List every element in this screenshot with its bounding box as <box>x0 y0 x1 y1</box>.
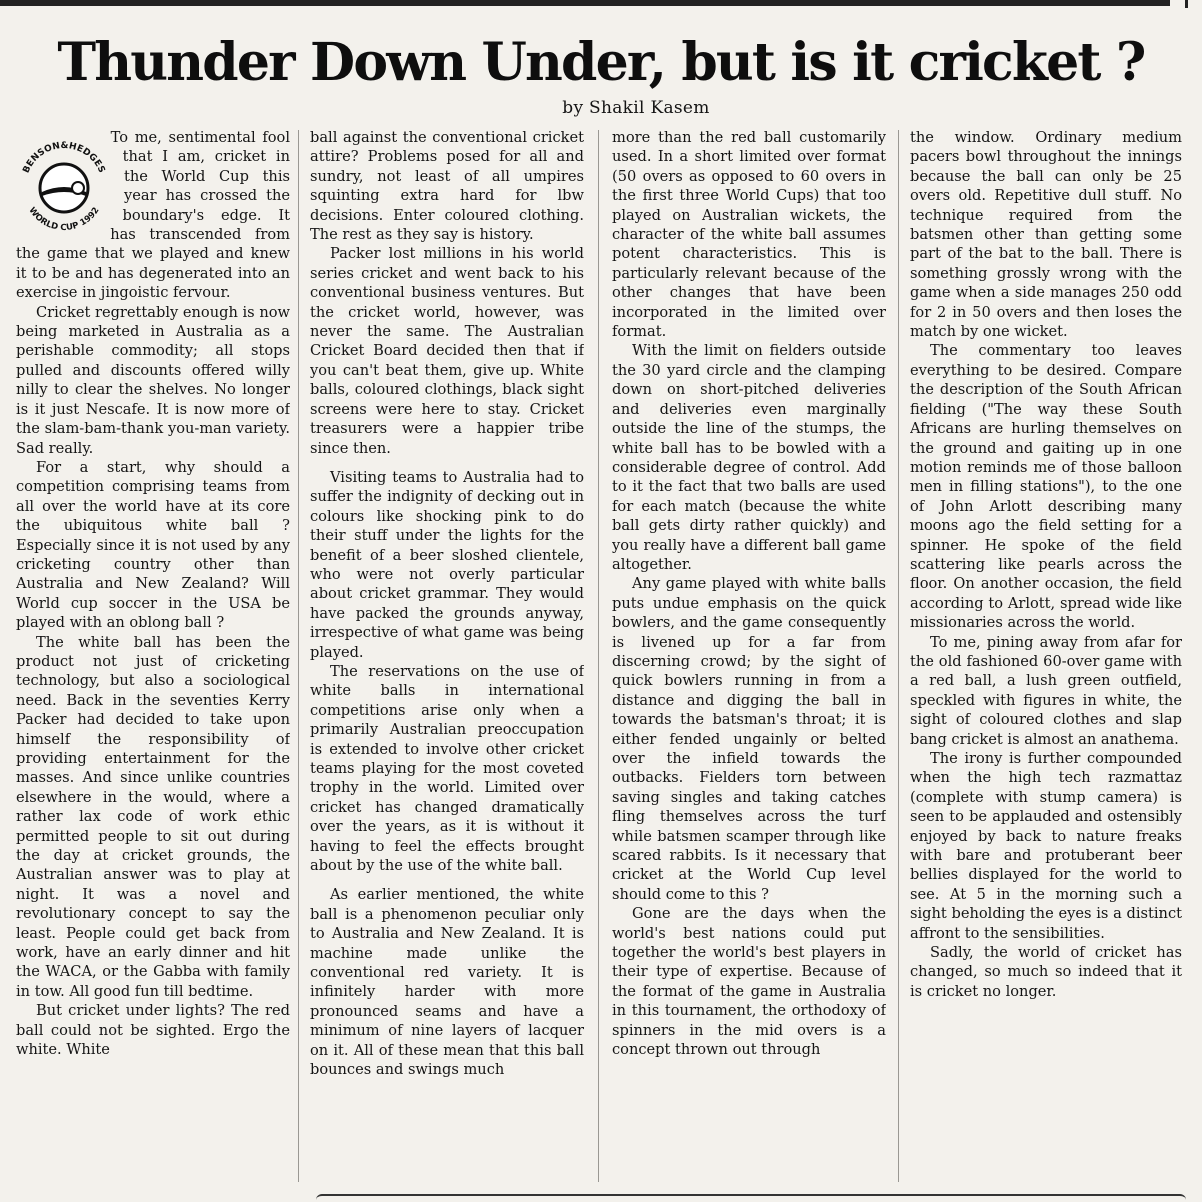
top-mark <box>1185 0 1188 8</box>
paragraph: As earlier mentioned, the white ball is a phenomenon peculiar only to Australia and New Zealand. It is machine made unlike the conventional red variety. It is infinitely harder with more pronounced seams and have a minimum of nine layers of lacquer on it. All of these mean that this ball bounces and swings much <box>310 886 584 1079</box>
article-column-1 <box>16 128 290 1188</box>
paragraph: The commentary too leaves everything to be desired. Compare the description of the South African fielding ("The way these South Africans are hurling themselves on the ground and gaiting up in one motion reminds me of those balloon men in filling stations"), to the one of John Arlott describing many moons ago the field setting for a spinner. He spoke of the field scattering like pearls across the floor. On another occasion, the field according to Arlott, spread wide like missionaries across the world. <box>910 342 1182 632</box>
bottom-rule <box>316 1194 1186 1202</box>
top-rule <box>0 0 1170 6</box>
paragraph: Visiting teams to Australia had to suffer the indignity of decking out in colours like shocking pink to do their stuff under the lights for the benefit of a beer sloshed clientele, who were not overly particular about cricket grammar. They would have packed the grounds anyway, irrespective of what game was being played. <box>310 468 584 661</box>
paragraph: With the limit on fielders outside the 30 yard circle and the clamping down on short-pitched deliveries and deliveries even marginally outside the line of the stumps, the white ball has to be bowled with a considerable degree of control. Add to it the fact that two balls are used for each match (because the white ball gets dirty rather quickly) and you really have a different ball game altogether. <box>612 342 886 573</box>
world-cup-logo <box>16 130 116 242</box>
paragraph: more than the red ball customarily used. In a short limited over format (50 overs as opposed to 60 overs in the first three World Cups) that too played on Australian wickets, the character of the white ball assumes potent characteristics. This is particularly relevant because of the other changes that have been incorporated in the limited over format. <box>612 129 886 341</box>
column-rule <box>298 130 299 1182</box>
column-rule <box>898 130 899 1182</box>
paragraph: To me, pining away from afar for the old fashioned 60-over game with a red ball, a lush green outfield, speckled with figures in white, the sight of coloured clothes and slap bang cricket is almost an anathema. <box>910 633 1182 748</box>
article-column-4 <box>910 128 1182 1188</box>
headline: Thunder Down Under, but is it cricket ? <box>57 32 1145 93</box>
paragraph: To me, sentimental fool that I am, cricket in the World Cup this year has crossed the boundary's edge. It has transcended from the game that we played and knew it to be and has degenerated into an exercise in jingoistic fervour. <box>16 129 290 302</box>
article-column-3 <box>612 128 886 1188</box>
paragraph: But cricket under lights? The red ball could not be sighted. Ergo the white. White <box>16 1002 290 1059</box>
paragraph: the window. Ordinary medium pacers bowl throughout the innings because the ball can only be 25 overs old. Repetitive dull stuff. No technique required from the batsmen other than getting some part of the bat to the ball. There is something grossly wrong with the game when a side manages 250 odd for 2 in 50 overs and then loses the match by one wicket. <box>910 129 1182 341</box>
logo-top-text: BENSON&HEDGES <box>21 140 107 175</box>
column-rule <box>598 130 599 1182</box>
paragraph: Sadly, the world of cricket has changed, so much so indeed that it is cricket no longer. <box>910 944 1182 1000</box>
paragraph: For a start, why should a competition comprising teams from all over the world have at its core the ubiquitous white ball ? Especially since it is not used by any cricketing country other than Australia and New Zealand? Will World cup soccer in the USA be played with an oblong ball ? <box>16 458 290 632</box>
paragraph: Gone are the days when the world's best nations could put together the world's best players in their type of expertise. Because of the format of the game in Australia in this tournament, the orthodoxy of spinners in the mid overs is a concept thrown out through <box>612 905 886 1059</box>
article-column-2 <box>310 128 584 1188</box>
paragraph: The white ball has been the product not just of cricketing technology, but also a sociological need. Back in the seventies Kerry Packer had decided to take upon himself the responsibility of providing entertainment for the masses. And since unlike countries elsewhere in the would, where a rather lax code of work ethic permitted people to sit out during the day at cricket grounds, the Australian answer was to play at night. It was a novel and revolutionary concept to say the least. People could get back from work, have an early dinner and hit the WACA, or the Gabba with family in tow. All good fun till bedtime. <box>16 633 290 1000</box>
paragraph: Cricket regrettably enough is now being marketed in Australia as a perishable commodity; all stops pulled and discounts offered willy nilly to clear the shelves. No longer is it just Nescafe. It is now more of the slam-bam-thank you-man variety. Sad really. <box>16 303 290 457</box>
paragraph: The reservations on the use of white balls in international competitions arise only when a primarily Australian preoccupation is extended to involve other cricket teams playing for the most coveted trophy in the world. Limited over cricket has changed dramatically over the years, as it is without it having to feel the effects brought about by the use of the white ball. <box>310 662 584 875</box>
byline: by Shakil Kasem <box>562 98 710 118</box>
paragraph: Packer lost millions in his world series cricket and went back to his conventional business ventures. But the cricket world, however, was never the same. The Australian Cricket Board decided then that if you can't beat them, give up. White balls, coloured clothings, black sight screens were here to stay. Cricket treasurers were a happier tribe since then. <box>310 245 584 457</box>
logo-bottom-text: WORLD CUP 1992 <box>26 205 102 234</box>
paragraph: The irony is further compounded when the high tech razmattaz (complete with stump camera) is seen to be applauded and ostensibly enjoyed by back to nature freaks with bare and protuberant beer bellies displayed for the world to see. At 5 in the morning such a sight beholding the eyes is a distinct affront to the sensibilities. <box>910 750 1182 942</box>
paragraph: ball against the conventional cricket attire? Problems posed for all and sundry, not least of all umpires squinting extra hard for lbw decisions. Enter coloured clothing. The rest as they say is history. <box>310 129 584 244</box>
paragraph: Any game played with white balls puts undue emphasis on the quick bowlers, and the game consequently is livened up for a far from discerning crowd; by the sight of quick bowlers running in from a distance and digging the ball in towards the batsman's throat; it is either fended ungainly or belted over the infield towards the outbacks. Fielders torn between saving singles and taking catches fling themselves across the turf while batsmen scamper through like scared rabbits. Is it necessary that cricket at the World Cup level should come to this ? <box>612 575 886 903</box>
